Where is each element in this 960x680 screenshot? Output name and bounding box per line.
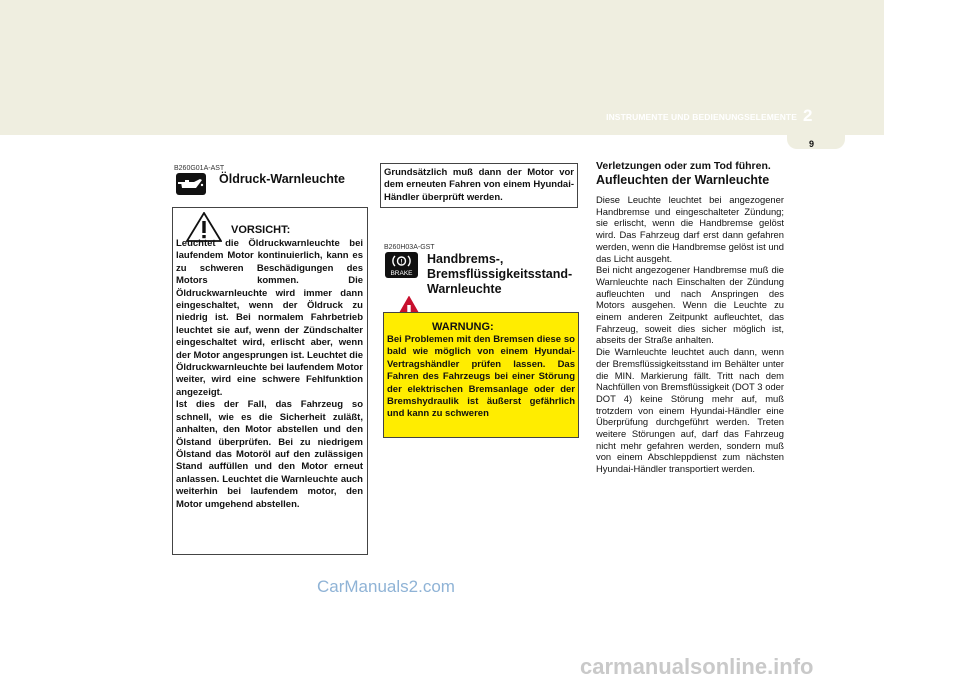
right-heading: Aufleuchten der Warnleuchte [596,173,770,187]
right-body-text: Diese Leuchte leuchtet bei angezogener Handbremse und eingeschalteter Zündung; sie erlischt, wenn die Handbremse gelöst wird. Das Fahrzeug darf erst dann gefahren werden, wenn die Handbremse gelöst ist und das Licht ausgeht. Bei nicht angezogener Handbremse muß die Warnleuchte nach Einschalten der Zündung aufleuchten und nach Anspringen des Motors ausgehen. Wenn die Leuchte zu einem anderen Zeitpunkt aufleuchtet, das Fahrzeug, soweit dies sicher möglich ist, abseits der Straße anhalten. Die Warnleuchte leuchtet auch dann, wenn der Bremsflüssigkeitsstand im Behälter unter die MIN. Markierung fällt. Tritt nach dem Nachfüllen von Bremsflüssigkeit (DOT 3 oder DOT 4) keine Störung mehr auf, muß trotzdem von einem Hyundai-Händler eine Überprüfung durchgeführt werden. Treten weitere Störungen auf, darf das Fahrzeug nicht mehr gefahren werden, sondern muß von einem Abschleppdienst zum nächsten Hyundai-Händler transportiert werden. [596,194,784,475]
dealer-check-text: Grundsätzlich muß dann der Motor vor dem erneuten Fahren von einem Hyundai-Händler überprüft werden. [384,167,574,203]
watermark-left: CarManuals2.com [317,577,455,596]
oil-caution-title: VORSICHT: [231,224,291,236]
dealer-check-box [380,163,578,208]
svg-text:!: ! [400,259,403,266]
oil-caution-box [172,207,368,555]
right-intro-text: Verletzungen oder zum Tod führen. [596,160,771,172]
oil-can-icon [176,173,206,195]
page-number-tab [787,135,845,149]
page-number: 9 [809,139,815,149]
section-title: INSTRUMENTE UND BEDIENUNGSELEMENTE [606,112,797,122]
right-column [596,160,784,475]
oil-section-title: Öldruck-Warnleuchte [219,172,345,186]
brake-section-code: B260H03A-GST [384,244,435,251]
section-number: 2 [803,106,813,125]
brake-warning-text: Bei Problemen mit den Bremsen diese so bald wie möglich von einem Hyundai-Vertragshändler prüfen lassen. Das Fahren des Fahrzeugs bei einer Störung der elektrischen Bremsanlage oder der Bremshydraulik ist äußerst gefährlich und kann zu schweren [387,334,575,420]
oil-caution-text: Leuchtet die Öldruckwarnleuchte bei laufendem Motor kontinuierlich, kann es zu schweren Beschädigungen des Motors kommen. Die Öldruckwarnleuchte wird immer dann eingeschaltet, wenn der Öldruck zu niedrig ist. Bei normalem Fahrbetrieb leuchtet sie auf, wenn der Zündschalter eingeschaltet wird, erlischt aber, wenn der Motor angesprungen ist. Leuchtet die Öldruckwarnleuchte bei laufendem Motor weiter, wird eine schwere Fehlfunktion angezeigt. Ist dies der Fall, das Fahrzeug so schnell, wie es die Sicherheit zuläßt, anhalten, den Motor abstellen und den Ölstand überprüfen. Bei zu niedrigem Ölstand das Motoröl auf den zulässigen Stand auffüllen und den Motor erneut anlassen. Leuchtet die Warnleuchte auch weiterhin bei laufendem motor, den Motor umgehend abstellen. [176,238,363,510]
brake-warning-box [383,312,579,438]
brake-warning-title: WARNUNG: [432,321,494,333]
watermark-right: carmanualsonline.info [580,654,814,679]
brake-icon-label: BRAKE [390,270,413,277]
brake-section-title: Handbrems-, Bremsflüssigkeitsstand- Warnleuchte [427,252,573,296]
oil-section-code: B260G01A-AST [174,165,225,172]
brake-warning-icon [385,252,418,278]
